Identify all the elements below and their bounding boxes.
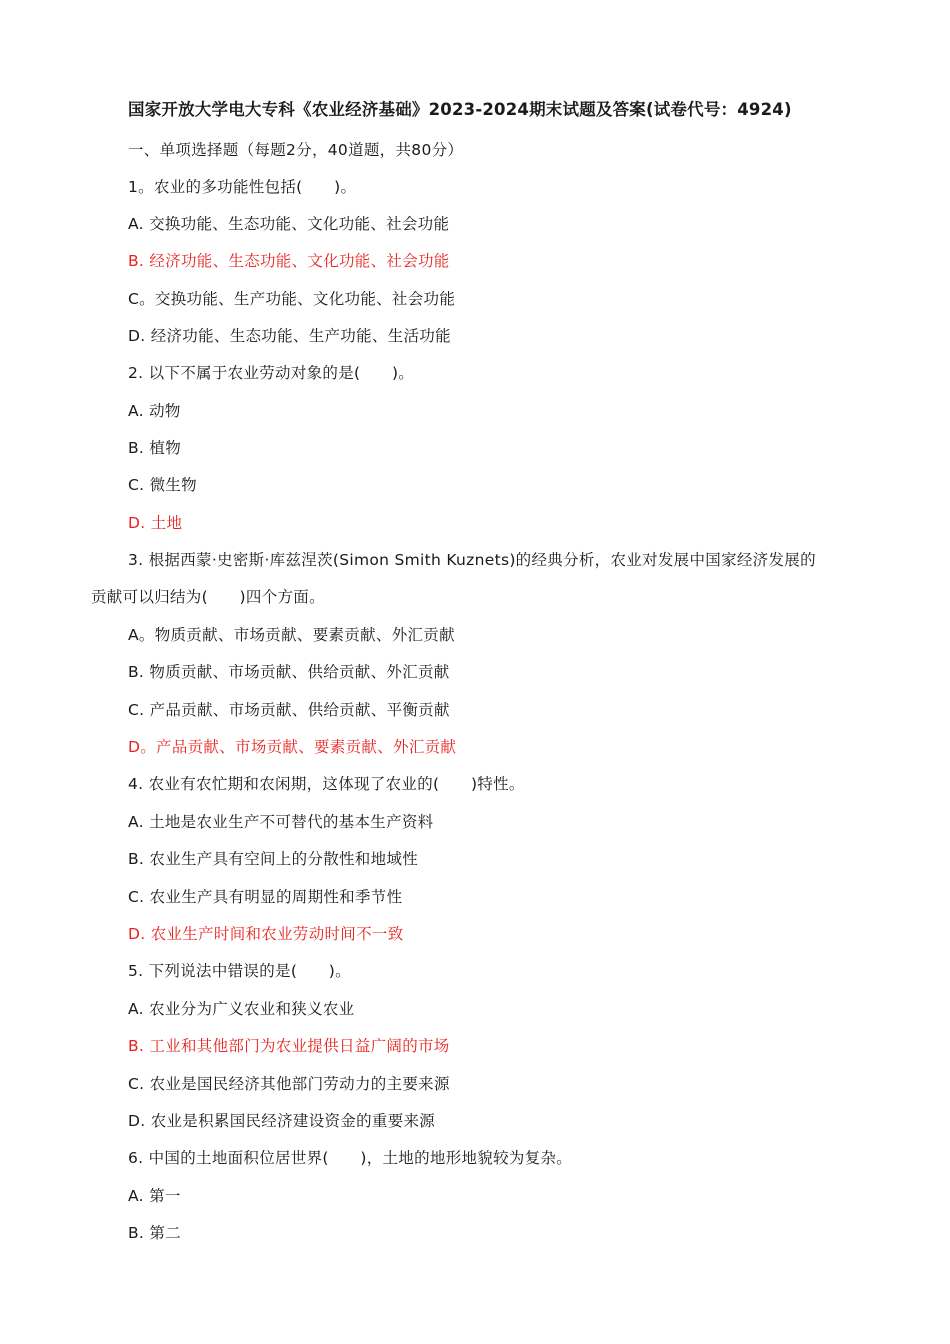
question-stem: 1。农业的多功能性包括( )。 <box>128 178 357 196</box>
option-d-correct: D. 土地 <box>128 514 183 532</box>
option-a: A. 土地是农业生产不可替代的基本生产资料 <box>128 813 434 831</box>
option-b: B. 农业生产具有空间上的分散性和地域性 <box>128 850 418 868</box>
option-b: B. 第二 <box>128 1224 181 1242</box>
option-d-correct: D。产品贡献、市场贡献、要素贡献、外汇贡献 <box>128 738 457 756</box>
question-stem: 6. 中国的土地面积位居世界( )，土地的地形地貌较为复杂。 <box>128 1149 573 1167</box>
option-b: B. 植物 <box>128 439 181 457</box>
option-a: A. 动物 <box>128 402 181 420</box>
option-c: C。交换功能、生产功能、文化功能、社会功能 <box>128 290 456 308</box>
option-c: C. 农业是国民经济其他部门劳动力的主要来源 <box>128 1075 450 1093</box>
option-b-correct: B. 经济功能、生态功能、文化功能、社会功能 <box>128 252 450 270</box>
question-stem: 3. 根据西蒙·史密斯·库兹涅茨(Simon Smith Kuznets)的经典分析，农业对发展中国家经济发展的 <box>128 551 816 569</box>
option-a: A。物质贡献、市场贡献、要素贡献、外汇贡献 <box>128 626 455 644</box>
option-c: C. 农业生产具有明显的周期性和季节性 <box>128 888 403 906</box>
option-b: B. 物质贡献、市场贡献、供给贡献、外汇贡献 <box>128 663 450 681</box>
option-a: A. 交换功能、生态功能、文化功能、社会功能 <box>128 215 450 233</box>
exam-title: 国家开放大学电大专科《农业经济基础》2023-2024期末试题及答案(试卷代号：4924) <box>128 100 792 119</box>
option-c: C. 微生物 <box>128 476 197 494</box>
question-stem: 2. 以下不属于农业劳动对象的是( )。 <box>128 364 415 382</box>
option-d: D. 农业是积累国民经济建设资金的重要来源 <box>128 1112 436 1130</box>
question-stem-continued: 贡献可以归结为( )四个方面。 <box>91 588 325 606</box>
option-a: A. 第一 <box>128 1187 181 1205</box>
question-stem: 4. 农业有农忙期和农闲期，这体现了农业的( )特性。 <box>128 775 525 793</box>
option-b-correct: B. 工业和其他部门为农业提供日益广阔的市场 <box>128 1037 450 1055</box>
option-a: A. 农业分为广义农业和狭义农业 <box>128 1000 355 1018</box>
option-c: C. 产品贡献、市场贡献、供给贡献、平衡贡献 <box>128 701 450 719</box>
option-d: D. 经济功能、生态功能、生产功能、生活功能 <box>128 327 451 345</box>
option-d-correct: D. 农业生产时间和农业劳动时间不一致 <box>128 925 404 943</box>
question-stem: 5. 下列说法中错误的是( )。 <box>128 962 351 980</box>
section-heading: 一、单项选择题（每题2分，40道题，共80分） <box>128 141 464 159</box>
